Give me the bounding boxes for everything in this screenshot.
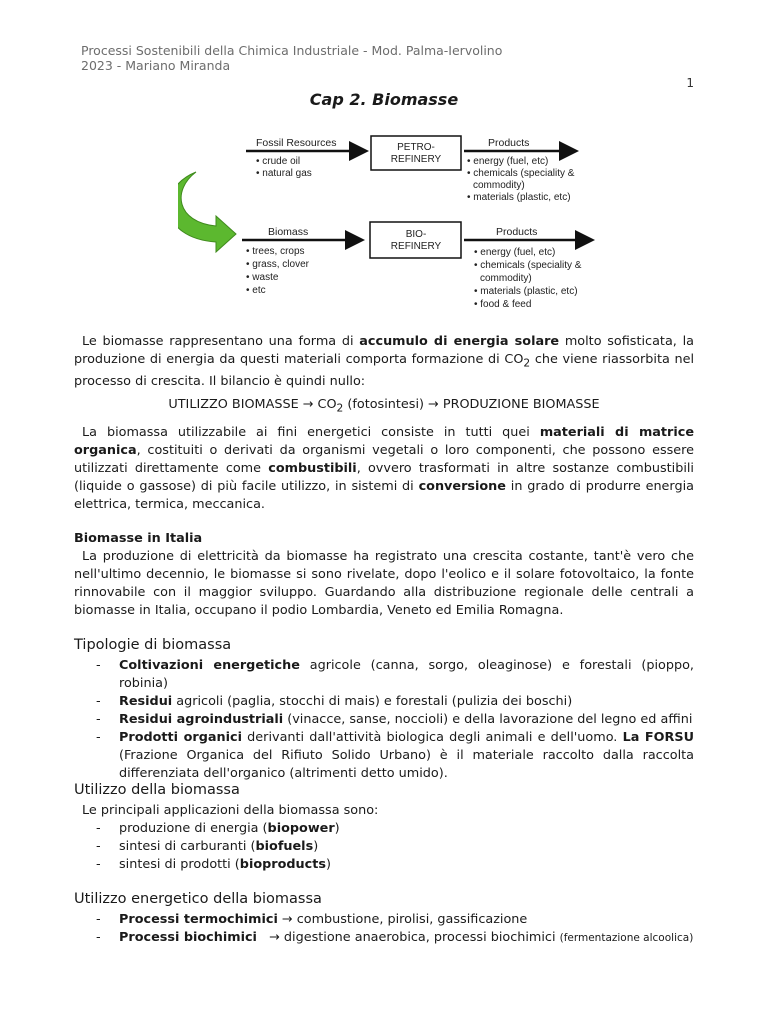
list-energetico bbox=[74, 911, 694, 947]
list-item: - Prodotti organici derivanti dall'attività biologica degli animali e dell'uomo. La FORSU (Frazione Organica del Rifiuto Solido Urbano) è il materiale raccolto dalla raccolta differenziata dell'organico (altrimenti detto umido). bbox=[74, 729, 694, 783]
bio-refinery-box bbox=[370, 222, 461, 258]
paragraph-italia: La produzione di elettricità da biomasse ha registrato una crescita costante, tant'è vero che nell'ultimo decennio, le biomasse si sono rivelate, dopo l'eolico e il solare fotovoltaico, la fonte rinnovabile con il maggior sviluppo. Guardando alla distribuzione regionale delle centrali a biomasse in Italia, occupano il podio Lombardia, Veneto ed Emilia Romagna. bbox=[74, 549, 694, 618]
list-tipologie bbox=[74, 657, 694, 783]
refinery-diagram bbox=[178, 130, 608, 320]
top-source-label: Fossil Resources bbox=[256, 137, 337, 149]
list-item: - Processi biochimici → digestione anaerobica, processi biochimici (fermentazione alcoolica) bbox=[74, 929, 694, 947]
heading-utilizzo-energetico: Utilizzo energetico della biomassa bbox=[74, 891, 322, 907]
bottom-product-item: • energy (fuel, etc) bbox=[474, 247, 556, 258]
paragraph-intro: Le biomasse rappresentano una forma di accumulo di energia solare molto sofisticata, la produzione di energia da questi materiali comporta formazione di $CO_2$ che viene riassorbita nel processo di crescita. Il bilancio è quindi nullo: bbox=[74, 334, 695, 389]
header-author: 2023 - Mariano Miranda bbox=[81, 58, 231, 73]
header-course: Processi Sostenibili della Chimica Industriale - Mod. Palma-Iervolino bbox=[81, 43, 503, 58]
utilizzo-intro: Le principali applicazioni della biomassa sono: bbox=[82, 803, 379, 818]
list-utilizzo bbox=[74, 820, 694, 874]
bottom-product-item: • chemicals (speciality & bbox=[474, 260, 582, 271]
list-item: - produzione di energia (biopower) bbox=[74, 820, 694, 838]
petro-refinery-label: PETRO- bbox=[397, 142, 435, 153]
page-number: 1 bbox=[686, 76, 694, 90]
top-product-item: • materials (plastic, etc) bbox=[467, 192, 571, 203]
top-products-label: Products bbox=[488, 137, 530, 149]
bottom-source-item: • waste bbox=[246, 272, 279, 283]
paragraph-definition: La biomassa utilizzabile ai fini energetici consiste in tutti quei materiali di matrice organica, costituiti o derivati da organismi vegetali o loro componenti, che possono essere utilizzati direttamente come combustibili, ovvero trasformati in altre sostanze combustibili (liquide o gassose) di più facile utilizzo, in sistemi di conversione in grado di produrre energia elettrica, termica, meccanica. bbox=[74, 425, 694, 512]
top-product-item: commodity) bbox=[473, 180, 525, 191]
heading-biomasse-italia: Biomasse in Italia bbox=[74, 531, 203, 546]
page-header bbox=[81, 43, 502, 73]
green-transition-arrow bbox=[178, 172, 236, 252]
bottom-product-item: • materials (plastic, etc) bbox=[474, 286, 578, 297]
top-source-item: • natural gas bbox=[256, 168, 312, 179]
list-item: - Residui agricoli (paglia, stocchi di mais) e forestali (pulizia dei boschi) bbox=[74, 693, 694, 711]
petro-refinery-label: REFINERY bbox=[390, 154, 442, 165]
bottom-products-label: Products bbox=[496, 226, 538, 238]
list-item: - Processi termochimici → combustione, pirolisi, gassificazione bbox=[74, 911, 694, 929]
heading-tipologie: Tipologie di biomassa bbox=[74, 637, 232, 653]
bio-refinery-label: REFINERY bbox=[390, 241, 442, 252]
balance-equation: UTILIZZO BIOMASSE → $CO_2$ (fotosintesi) → PRODUZIONE BIOMASSE bbox=[168, 397, 600, 415]
bottom-product-item: commodity) bbox=[480, 273, 532, 284]
bottom-source-item: • grass, clover bbox=[246, 259, 309, 270]
bottom-product-item: • food & feed bbox=[474, 299, 532, 310]
top-source-item: • crude oil bbox=[256, 156, 301, 167]
bio-refinery-label: BIO- bbox=[405, 229, 427, 240]
heading-utilizzo: Utilizzo della biomassa bbox=[74, 782, 240, 798]
list-item: - sintesi di carburanti (biofuels) bbox=[74, 838, 694, 856]
top-product-item: • chemicals (speciality & bbox=[467, 168, 575, 179]
bottom-source-item: • etc bbox=[246, 285, 266, 296]
top-product-item: • energy (fuel, etc) bbox=[467, 156, 549, 167]
list-item: - sintesi di prodotti (bioproducts) bbox=[74, 856, 694, 874]
page-title: Cap 2. Biomasse bbox=[309, 90, 459, 109]
list-item: - Coltivazioni energetiche agricole (canna, sorgo, oleaginose) e forestali (pioppo, robinia) bbox=[74, 657, 694, 693]
bottom-source-item: • trees, crops bbox=[246, 246, 305, 257]
list-item: - Residui agroindustriali (vinacce, sanse, noccioli) e della lavorazione del legno ed affini bbox=[74, 711, 694, 729]
bottom-source-label: Biomass bbox=[268, 226, 309, 238]
